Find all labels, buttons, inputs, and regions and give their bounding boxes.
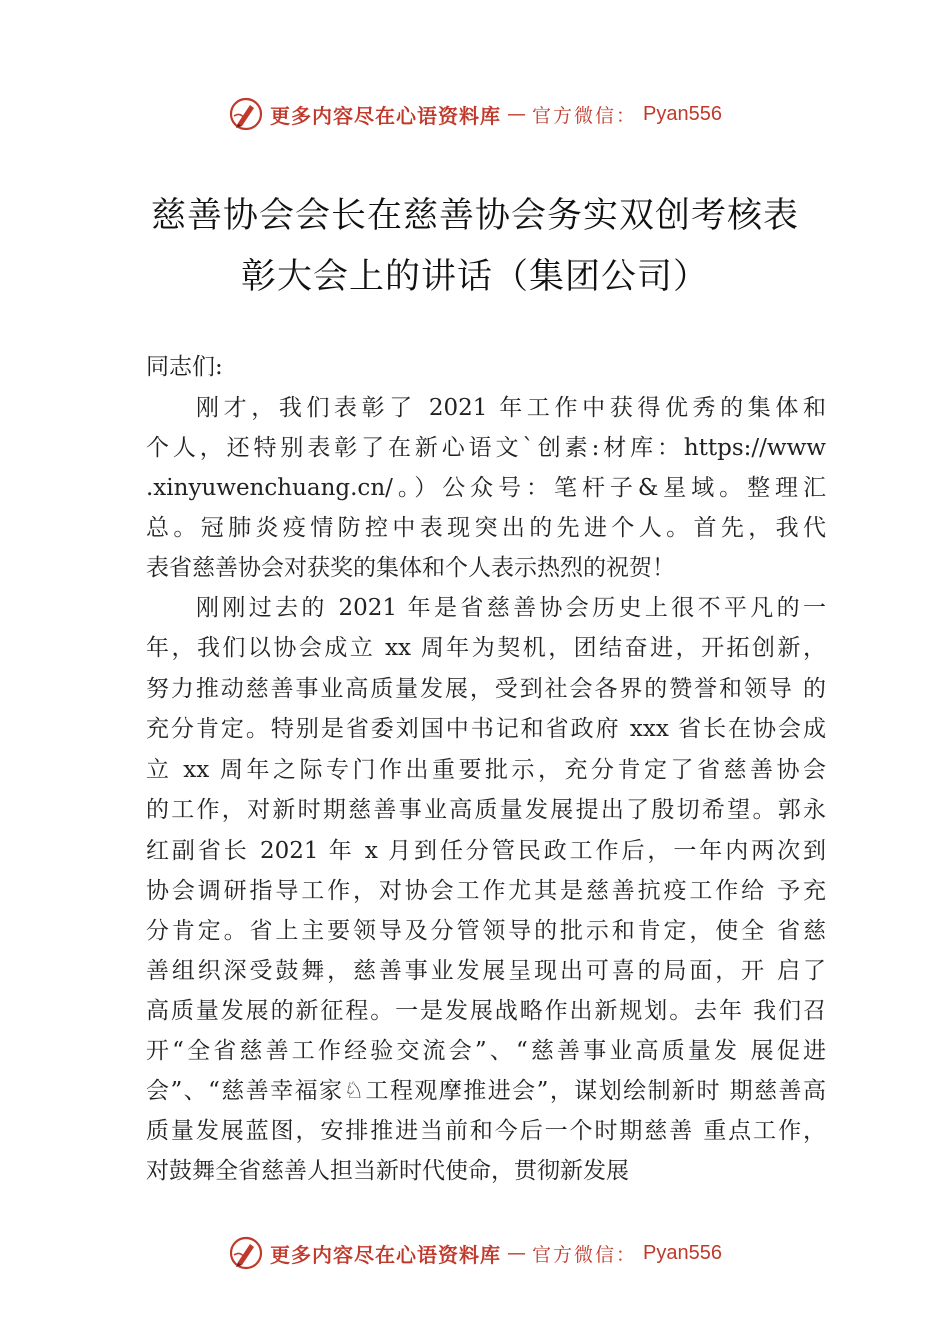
header-banner (0, 94, 950, 134)
banner-separator: — (507, 103, 526, 125)
banner-wechat-id: Pyan556 (643, 102, 722, 125)
banner-main-text: 更多内容尽在心语资料库 (270, 103, 501, 128)
pen-logo-icon (228, 1235, 264, 1271)
body-line: 年，我们以协会成立 xx 周年为契机，团结奋进，开拓创新， (146, 635, 826, 661)
body-line: 高质量发展的新征程。一是发展战略作出新规划。去年 我们召 (146, 998, 826, 1024)
document-title-line-1: 慈善协会会长在慈善协会务实双创考核表 (150, 196, 799, 236)
body-line: 分肯定。省上主要领导及分管领导的批示和肯定，使全 省慈 (146, 918, 826, 944)
body-line: 表省慈善协会对获奖的集体和个人表示热烈的祝贺！ (146, 555, 675, 581)
body-line: 协会调研指导工作，对协会工作尤其是慈善抗疫工作给 予充 (146, 878, 826, 904)
body-line: 的工作，对新时期慈善事业高质量发展提出了殷切希望。郭永 (146, 797, 826, 823)
banner-main-text: 更多内容尽在心语资料库 (270, 1242, 501, 1267)
pen-logo-icon (228, 96, 264, 132)
body-line: 充分肯定。特别是省委刘国中书记和省政府 xxx 省长在协会成 (146, 716, 826, 742)
banner-label: 官方微信： (532, 104, 638, 127)
body-line: 会”、“慈善幸福家♘工程观摩推进会”，谋划绘制新时 期慈善高 (146, 1078, 826, 1104)
body-line: 个人，还特别表彰了在新心语文`创素:材库：https://www (146, 435, 826, 461)
document-title-line-2: 彰大会上的讲话（集团公司） (240, 257, 709, 297)
body-line: 立 xx 周年之际专门作出重要批示，充分肯定了省慈善协会 (146, 757, 826, 783)
body-line: 质量发展蓝图，安排推进当前和今后一个时期慈善 重点工作， (146, 1118, 826, 1144)
greeting: 同志们: (146, 354, 223, 380)
body-line: 红副省长 2021 年 x 月到任分管民政工作后，一年内两次到 (146, 838, 826, 864)
body-line: 努力推动慈善事业高质量发展，受到社会各界的赞誉和领导 的 (146, 676, 826, 702)
banner-label: 官方微信： (532, 1243, 638, 1266)
body-line: .xinyuwenchuang.cn/。）公众号：笔杆子&星域。整理汇 (146, 475, 826, 501)
body-line: 对鼓舞全省慈善人担当新时代使命，贯彻新发展 (146, 1158, 629, 1184)
body-line: 善组织深受鼓舞，慈善事业发展呈现出可喜的局面，开 启了 (146, 958, 826, 984)
banner-wechat-id: Pyan556 (643, 1241, 722, 1264)
body-line: 刚才，我们表彰了 2021 年工作中获得优秀的集体和 (196, 395, 826, 421)
body-line: 总。冠肺炎疫情防控中表现突出的先进个人。首先，我代 (146, 515, 826, 541)
banner-separator: — (507, 1242, 526, 1264)
body-line: 刚刚过去的 2021 年是省慈善协会历史上很不平凡的一 (196, 595, 826, 621)
body-line: 开“全省慈善工作经验交流会”、“慈善事业高质量发 展促进 (146, 1038, 826, 1064)
footer-banner (0, 1233, 950, 1273)
